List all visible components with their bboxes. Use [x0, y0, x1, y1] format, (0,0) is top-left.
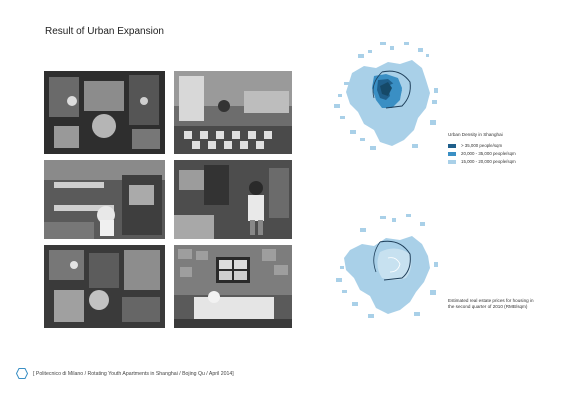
- legend-swatch-high: [448, 144, 456, 148]
- legend-swatch-mid: [448, 152, 456, 156]
- photo-apartment-overhead-2: [44, 245, 165, 328]
- legend-item-mid: [448, 151, 516, 156]
- urban-density-map: [330, 38, 442, 153]
- page-title: Result of Urban Expansion: [45, 26, 164, 37]
- footer: [16, 368, 234, 379]
- real-estate-price-map: [330, 208, 442, 323]
- photo-apartment-overhead-1: [44, 71, 165, 154]
- photo-apartment-bedroom-1: [174, 71, 292, 154]
- photo-apartment-bedroom-2: [174, 245, 292, 328]
- photo-apartment-bunk-beds: [44, 160, 165, 239]
- legend-item-high: [448, 143, 502, 148]
- hexagon-icon: [16, 368, 28, 379]
- legend-label-high: > 35,000 people/sqm: [461, 143, 503, 148]
- footer-text: [ Politecnico di Milano / Rotating Youth Apartments in Shanghai / Bojing Qu / April 2014]: [33, 370, 234, 377]
- real-estate-map-caption: Estimated real estate prices for housing in the second quarter of 2010 (RMB/sqm): [448, 298, 534, 309]
- legend-label-mid: 20,000 - 35,000 people/sqm: [461, 151, 516, 156]
- legend-label-low: 15,000 - 20,000 people/sqm: [461, 159, 516, 164]
- legend-swatch-low: [448, 160, 456, 164]
- legend-title: Urban Density in Shanghai: [448, 132, 503, 137]
- legend-item-low: [448, 159, 516, 164]
- photo-apartment-girl-room: [174, 160, 292, 239]
